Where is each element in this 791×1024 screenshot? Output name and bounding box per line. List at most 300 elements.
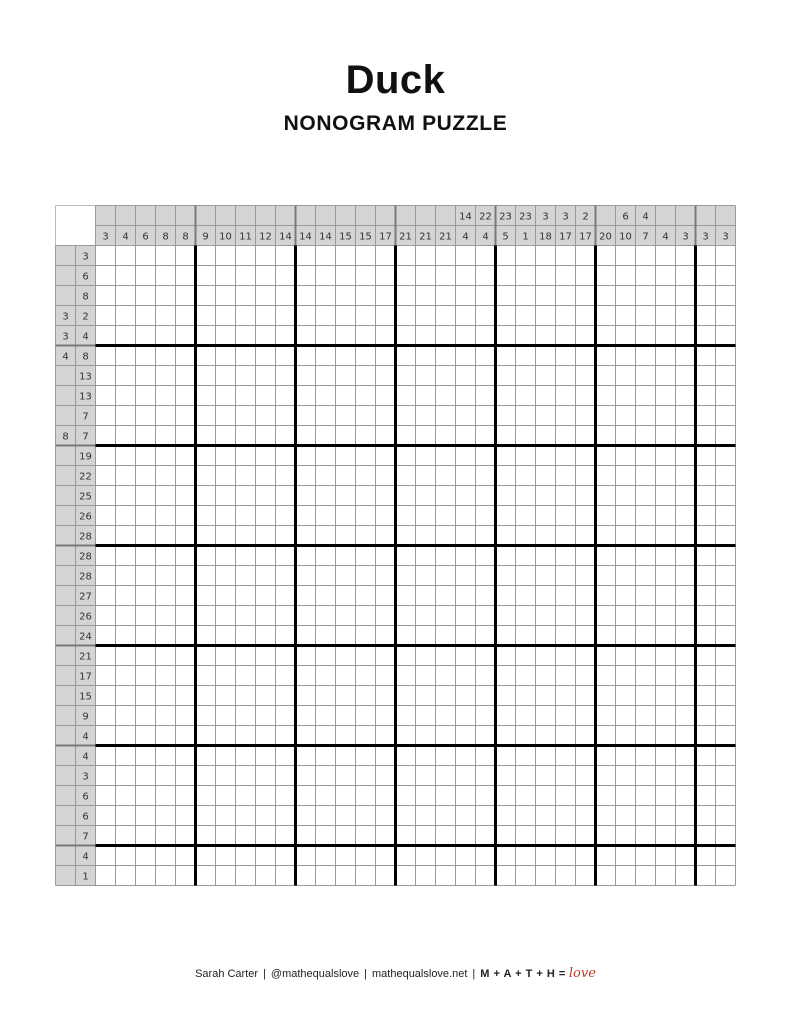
grid-cell[interactable] (156, 426, 176, 446)
grid-cell[interactable] (156, 346, 176, 366)
grid-cell[interactable] (516, 246, 536, 266)
grid-cell[interactable] (696, 766, 716, 786)
grid-cell[interactable] (416, 286, 436, 306)
grid-cell[interactable] (496, 666, 516, 686)
grid-cell[interactable] (176, 286, 196, 306)
grid-cell[interactable] (696, 466, 716, 486)
grid-cell[interactable] (256, 466, 276, 486)
grid-cell[interactable] (676, 366, 696, 386)
grid-cell[interactable] (496, 826, 516, 846)
grid-cell[interactable] (476, 366, 496, 386)
grid-cell[interactable] (136, 846, 156, 866)
grid-cell[interactable] (296, 826, 316, 846)
grid-cell[interactable] (356, 786, 376, 806)
grid-cell[interactable] (156, 486, 176, 506)
grid-cell[interactable] (176, 366, 196, 386)
grid-cell[interactable] (256, 626, 276, 646)
grid-cell[interactable] (176, 846, 196, 866)
grid-cell[interactable] (96, 606, 116, 626)
grid-cell[interactable] (136, 366, 156, 386)
grid-cell[interactable] (256, 606, 276, 626)
grid-cell[interactable] (576, 386, 596, 406)
grid-cell[interactable] (356, 826, 376, 846)
grid-cell[interactable] (216, 686, 236, 706)
grid-cell[interactable] (396, 266, 416, 286)
grid-cell[interactable] (716, 486, 736, 506)
grid-cell[interactable] (696, 626, 716, 646)
grid-cell[interactable] (116, 406, 136, 426)
grid-cell[interactable] (156, 366, 176, 386)
grid-cell[interactable] (176, 266, 196, 286)
grid-cell[interactable] (636, 266, 656, 286)
grid-cell[interactable] (156, 666, 176, 686)
grid-cell[interactable] (716, 666, 736, 686)
grid-cell[interactable] (236, 406, 256, 426)
grid-cell[interactable] (296, 466, 316, 486)
grid-cell[interactable] (656, 666, 676, 686)
grid-cell[interactable] (616, 766, 636, 786)
grid-cell[interactable] (316, 566, 336, 586)
grid-cell[interactable] (316, 266, 336, 286)
grid-cell[interactable] (516, 846, 536, 866)
grid-cell[interactable] (616, 426, 636, 446)
grid-cell[interactable] (136, 486, 156, 506)
grid-cell[interactable] (96, 866, 116, 886)
grid-cell[interactable] (596, 746, 616, 766)
grid-cell[interactable] (156, 446, 176, 466)
grid-cell[interactable] (416, 786, 436, 806)
grid-cell[interactable] (336, 866, 356, 886)
grid-cell[interactable] (496, 286, 516, 306)
grid-cell[interactable] (516, 586, 536, 606)
grid-cell[interactable] (236, 326, 256, 346)
grid-cell[interactable] (296, 286, 316, 306)
grid-cell[interactable] (216, 726, 236, 746)
grid-cell[interactable] (676, 486, 696, 506)
grid-cell[interactable] (516, 366, 536, 386)
grid-cell[interactable] (276, 446, 296, 466)
grid-cell[interactable] (276, 526, 296, 546)
grid-cell[interactable] (556, 866, 576, 886)
grid-cell[interactable] (156, 286, 176, 306)
grid-cell[interactable] (116, 626, 136, 646)
grid-cell[interactable] (296, 366, 316, 386)
grid-cell[interactable] (296, 506, 316, 526)
grid-cell[interactable] (316, 546, 336, 566)
grid-cell[interactable] (556, 766, 576, 786)
grid-cell[interactable] (536, 826, 556, 846)
grid-cell[interactable] (576, 406, 596, 426)
grid-cell[interactable] (316, 686, 336, 706)
grid-cell[interactable] (436, 646, 456, 666)
grid-cell[interactable] (396, 746, 416, 766)
grid-cell[interactable] (116, 686, 136, 706)
grid-cell[interactable] (136, 666, 156, 686)
grid-cell[interactable] (536, 506, 556, 526)
grid-cell[interactable] (436, 286, 456, 306)
grid-cell[interactable] (496, 506, 516, 526)
grid-cell[interactable] (556, 606, 576, 626)
grid-cell[interactable] (276, 566, 296, 586)
grid-cell[interactable] (596, 386, 616, 406)
grid-cell[interactable] (536, 786, 556, 806)
grid-cell[interactable] (436, 466, 456, 486)
grid-cell[interactable] (316, 706, 336, 726)
grid-cell[interactable] (556, 446, 576, 466)
grid-cell[interactable] (576, 846, 596, 866)
grid-cell[interactable] (436, 406, 456, 426)
grid-cell[interactable] (656, 326, 676, 346)
grid-cell[interactable] (216, 846, 236, 866)
grid-cell[interactable] (676, 386, 696, 406)
grid-cell[interactable] (376, 406, 396, 426)
grid-cell[interactable] (456, 826, 476, 846)
grid-cell[interactable] (196, 386, 216, 406)
grid-cell[interactable] (296, 346, 316, 366)
grid-cell[interactable] (276, 626, 296, 646)
grid-cell[interactable] (276, 786, 296, 806)
grid-cell[interactable] (496, 486, 516, 506)
grid-cell[interactable] (96, 726, 116, 746)
grid-cell[interactable] (116, 266, 136, 286)
grid-cell[interactable] (716, 386, 736, 406)
grid-cell[interactable] (456, 566, 476, 586)
grid-cell[interactable] (96, 386, 116, 406)
grid-cell[interactable] (636, 386, 656, 406)
grid-cell[interactable] (316, 606, 336, 626)
grid-cell[interactable] (256, 666, 276, 686)
grid-cell[interactable] (656, 366, 676, 386)
grid-cell[interactable] (556, 666, 576, 686)
grid-cell[interactable] (236, 526, 256, 546)
grid-cell[interactable] (376, 626, 396, 646)
grid-cell[interactable] (356, 806, 376, 826)
grid-cell[interactable] (336, 786, 356, 806)
grid-cell[interactable] (516, 306, 536, 326)
grid-cell[interactable] (636, 526, 656, 546)
grid-cell[interactable] (376, 686, 396, 706)
grid-cell[interactable] (636, 506, 656, 526)
grid-cell[interactable] (516, 726, 536, 746)
grid-cell[interactable] (616, 326, 636, 346)
grid-cell[interactable] (616, 746, 636, 766)
grid-cell[interactable] (216, 526, 236, 546)
grid-cell[interactable] (636, 686, 656, 706)
grid-cell[interactable] (716, 426, 736, 446)
grid-cell[interactable] (336, 346, 356, 366)
grid-cell[interactable] (596, 506, 616, 526)
grid-cell[interactable] (436, 866, 456, 886)
grid-cell[interactable] (136, 546, 156, 566)
grid-cell[interactable] (296, 746, 316, 766)
grid-cell[interactable] (456, 546, 476, 566)
grid-cell[interactable] (376, 846, 396, 866)
grid-cell[interactable] (716, 806, 736, 826)
grid-cell[interactable] (456, 766, 476, 786)
grid-cell[interactable] (696, 306, 716, 326)
grid-cell[interactable] (716, 306, 736, 326)
grid-cell[interactable] (156, 806, 176, 826)
grid-cell[interactable] (196, 446, 216, 466)
grid-cell[interactable] (556, 266, 576, 286)
grid-cell[interactable] (656, 626, 676, 646)
grid-cell[interactable] (236, 566, 256, 586)
grid-cell[interactable] (436, 346, 456, 366)
grid-cell[interactable] (96, 846, 116, 866)
grid-cell[interactable] (536, 426, 556, 446)
grid-cell[interactable] (396, 546, 416, 566)
grid-cell[interactable] (316, 506, 336, 526)
grid-cell[interactable] (156, 706, 176, 726)
grid-cell[interactable] (496, 866, 516, 886)
grid-cell[interactable] (296, 726, 316, 746)
grid-cell[interactable] (656, 746, 676, 766)
grid-cell[interactable] (136, 786, 156, 806)
grid-cell[interactable] (656, 306, 676, 326)
grid-cell[interactable] (336, 566, 356, 586)
grid-cell[interactable] (316, 586, 336, 606)
grid-cell[interactable] (436, 786, 456, 806)
grid-cell[interactable] (596, 686, 616, 706)
grid-cell[interactable] (96, 326, 116, 346)
grid-cell[interactable] (716, 266, 736, 286)
grid-cell[interactable] (416, 826, 436, 846)
grid-cell[interactable] (316, 366, 336, 386)
grid-cell[interactable] (636, 426, 656, 446)
grid-cell[interactable] (156, 786, 176, 806)
grid-cell[interactable] (516, 466, 536, 486)
grid-cell[interactable] (356, 386, 376, 406)
grid-cell[interactable] (96, 746, 116, 766)
grid-cell[interactable] (236, 846, 256, 866)
grid-cell[interactable] (536, 526, 556, 546)
grid-cell[interactable] (676, 746, 696, 766)
grid-cell[interactable] (376, 466, 396, 486)
grid-cell[interactable] (116, 386, 136, 406)
grid-cell[interactable] (296, 566, 316, 586)
grid-cell[interactable] (576, 426, 596, 446)
grid-cell[interactable] (256, 346, 276, 366)
grid-cell[interactable] (576, 606, 596, 626)
grid-cell[interactable] (596, 726, 616, 746)
grid-cell[interactable] (436, 426, 456, 446)
grid-cell[interactable] (396, 526, 416, 546)
grid-cell[interactable] (576, 706, 596, 726)
grid-cell[interactable] (376, 746, 396, 766)
grid-cell[interactable] (416, 706, 436, 726)
grid-cell[interactable] (596, 286, 616, 306)
grid-cell[interactable] (576, 666, 596, 686)
grid-cell[interactable] (176, 246, 196, 266)
grid-cell[interactable] (576, 626, 596, 646)
grid-cell[interactable] (516, 266, 536, 286)
grid-cell[interactable] (716, 786, 736, 806)
grid-cell[interactable] (276, 366, 296, 386)
grid-cell[interactable] (396, 786, 416, 806)
grid-cell[interactable] (296, 786, 316, 806)
grid-cell[interactable] (596, 826, 616, 846)
grid-cell[interactable] (636, 306, 656, 326)
grid-cell[interactable] (236, 626, 256, 646)
grid-cell[interactable] (396, 506, 416, 526)
grid-cell[interactable] (416, 686, 436, 706)
grid-cell[interactable] (256, 846, 276, 866)
grid-cell[interactable] (656, 426, 676, 446)
grid-cell[interactable] (656, 806, 676, 826)
grid-cell[interactable] (196, 766, 216, 786)
grid-cell[interactable] (196, 346, 216, 366)
grid-cell[interactable] (656, 286, 676, 306)
grid-cell[interactable] (576, 366, 596, 386)
grid-cell[interactable] (256, 386, 276, 406)
grid-cell[interactable] (416, 266, 436, 286)
grid-cell[interactable] (356, 466, 376, 486)
grid-cell[interactable] (496, 626, 516, 646)
grid-cell[interactable] (496, 526, 516, 546)
grid-cell[interactable] (236, 386, 256, 406)
grid-cell[interactable] (536, 586, 556, 606)
grid-cell[interactable] (376, 806, 396, 826)
grid-cell[interactable] (396, 306, 416, 326)
grid-cell[interactable] (456, 486, 476, 506)
grid-cell[interactable] (416, 866, 436, 886)
grid-cell[interactable] (96, 686, 116, 706)
grid-cell[interactable] (716, 446, 736, 466)
grid-cell[interactable] (476, 866, 496, 886)
grid-cell[interactable] (136, 326, 156, 346)
grid-cell[interactable] (716, 326, 736, 346)
grid-cell[interactable] (136, 826, 156, 846)
grid-cell[interactable] (396, 806, 416, 826)
grid-cell[interactable] (236, 726, 256, 746)
grid-cell[interactable] (296, 426, 316, 446)
grid-cell[interactable] (576, 246, 596, 266)
grid-cell[interactable] (396, 726, 416, 746)
grid-cell[interactable] (216, 646, 236, 666)
grid-cell[interactable] (656, 606, 676, 626)
grid-cell[interactable] (556, 586, 576, 606)
grid-cell[interactable] (156, 406, 176, 426)
grid-cell[interactable] (136, 526, 156, 546)
grid-cell[interactable] (636, 826, 656, 846)
grid-cell[interactable] (536, 646, 556, 666)
grid-cell[interactable] (376, 606, 396, 626)
grid-cell[interactable] (116, 466, 136, 486)
grid-cell[interactable] (156, 546, 176, 566)
grid-cell[interactable] (516, 666, 536, 686)
grid-cell[interactable] (336, 266, 356, 286)
grid-cell[interactable] (716, 726, 736, 746)
grid-cell[interactable] (276, 846, 296, 866)
grid-cell[interactable] (676, 726, 696, 746)
grid-cell[interactable] (236, 806, 256, 826)
grid-cell[interactable] (216, 486, 236, 506)
grid-cell[interactable] (416, 726, 436, 746)
grid-cell[interactable] (136, 466, 156, 486)
grid-cell[interactable] (476, 786, 496, 806)
grid-cell[interactable] (116, 666, 136, 686)
grid-cell[interactable] (716, 646, 736, 666)
grid-cell[interactable] (456, 606, 476, 626)
grid-cell[interactable] (336, 506, 356, 526)
grid-cell[interactable] (696, 546, 716, 566)
grid-cell[interactable] (136, 606, 156, 626)
grid-cell[interactable] (256, 586, 276, 606)
grid-cell[interactable] (716, 706, 736, 726)
grid-cell[interactable] (476, 586, 496, 606)
grid-cell[interactable] (136, 866, 156, 886)
grid-cell[interactable] (596, 306, 616, 326)
grid-cell[interactable] (596, 346, 616, 366)
grid-cell[interactable] (556, 366, 576, 386)
grid-cell[interactable] (576, 686, 596, 706)
grid-cell[interactable] (676, 406, 696, 426)
grid-cell[interactable] (376, 486, 396, 506)
grid-cell[interactable] (336, 706, 356, 726)
grid-cell[interactable] (696, 326, 716, 346)
grid-cell[interactable] (356, 486, 376, 506)
grid-cell[interactable] (456, 306, 476, 326)
grid-cell[interactable] (216, 826, 236, 846)
grid-cell[interactable] (356, 546, 376, 566)
grid-cell[interactable] (716, 606, 736, 626)
grid-cell[interactable] (456, 866, 476, 886)
grid-cell[interactable] (316, 406, 336, 426)
grid-cell[interactable] (116, 726, 136, 746)
grid-cell[interactable] (436, 446, 456, 466)
grid-cell[interactable] (96, 666, 116, 686)
grid-cell[interactable] (556, 406, 576, 426)
grid-cell[interactable] (696, 666, 716, 686)
grid-cell[interactable] (356, 286, 376, 306)
grid-cell[interactable] (316, 426, 336, 446)
grid-cell[interactable] (576, 526, 596, 546)
grid-cell[interactable] (236, 366, 256, 386)
grid-cell[interactable] (696, 606, 716, 626)
grid-cell[interactable] (416, 526, 436, 546)
grid-cell[interactable] (436, 846, 456, 866)
grid-cell[interactable] (296, 646, 316, 666)
grid-cell[interactable] (316, 626, 336, 646)
grid-cell[interactable] (556, 326, 576, 346)
grid-cell[interactable] (236, 446, 256, 466)
grid-cell[interactable] (356, 526, 376, 546)
grid-cell[interactable] (176, 486, 196, 506)
grid-cell[interactable] (136, 746, 156, 766)
grid-cell[interactable] (676, 666, 696, 686)
grid-cell[interactable] (456, 326, 476, 346)
grid-cell[interactable] (596, 606, 616, 626)
grid-cell[interactable] (196, 646, 216, 666)
grid-cell[interactable] (156, 306, 176, 326)
grid-cell[interactable] (156, 566, 176, 586)
grid-cell[interactable] (136, 426, 156, 446)
grid-cell[interactable] (676, 766, 696, 786)
grid-cell[interactable] (296, 626, 316, 646)
grid-cell[interactable] (116, 486, 136, 506)
grid-cell[interactable] (496, 746, 516, 766)
grid-cell[interactable] (136, 346, 156, 366)
grid-cell[interactable] (216, 426, 236, 446)
grid-cell[interactable] (116, 426, 136, 446)
grid-cell[interactable] (216, 626, 236, 646)
grid-cell[interactable] (476, 806, 496, 826)
grid-cell[interactable] (196, 706, 216, 726)
grid-cell[interactable] (356, 846, 376, 866)
grid-cell[interactable] (136, 646, 156, 666)
grid-cell[interactable] (376, 666, 396, 686)
grid-cell[interactable] (716, 686, 736, 706)
